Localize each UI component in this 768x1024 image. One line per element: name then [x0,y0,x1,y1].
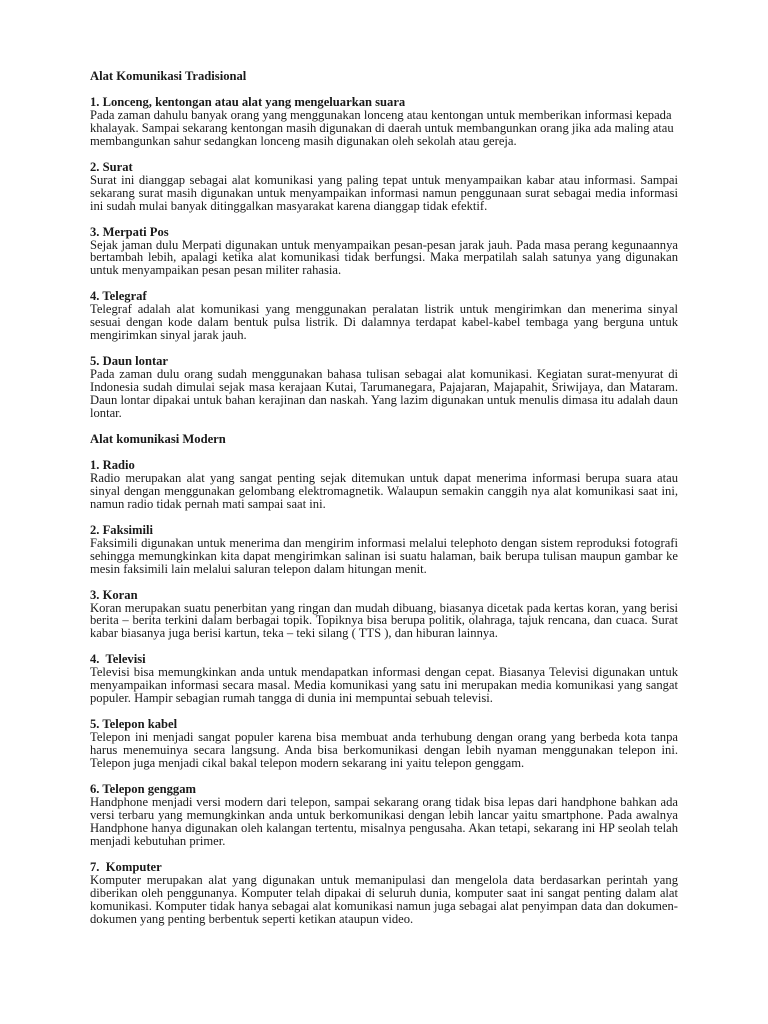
item-body: Radio merupakan alat yang sangat penting sejak ditemukan untuk dapat menerima informasi berupa suara atau sinyal dengan menggunakan gelombang elektromagnetik. Walaupun semakin canggih nya alat komunikasi saat ini, namun radio tidak pernah mati sampai saat ini. [90,470,678,511]
item-heading: 5. Telepon kabel [90,717,178,732]
item-body: Handphone menjadi versi modern dari telepon, sampai sekarang orang tidak bisa lepas dari handphone bahkan ada versi terbaru yang memungkinkan anda untuk berkomunikasi dengan lebih lancar yaitu smartphone. Pada awalnya Handphone hanya digunakan oleh kalangan tertentu, misalnya pengusaha. Akan tetapi, sekarang ini HP seolah telah menjadi kebutuhan primer. [90,794,678,848]
item-daun-lontar [90,355,678,420]
item-lonceng [90,96,678,148]
item-heading: 1. Radio [90,457,135,472]
item-telegraf [90,290,678,342]
item-heading: 6. Telepon genggam [90,781,197,796]
item-body: Komputer merupakan alat yang digunakan untuk memanipulasi dan mengelola data berdasarkan perintah yang diberikan oleh penggunanya. Komputer telah dipakai di seluruh dunia, komputer saat ini sangat penting dalam alat komunikasi. Komputer tidak hanya sebagai alat komunikasi namun juga sebagai alat penyimpan data dan dokumen-dokumen yang penting berbentuk seperti ketikan ataupun video. [90,872,678,926]
item-heading: 3. Koran [90,587,138,602]
item-body: Sejak jaman dulu Merpati digunakan untuk menyampaikan pesan-pesan jarak jauh. Pada masa perang kegunaannya bertambah lebih, apalagi ketika alat komunikasi tidak berfungsi. Maka merpatilah salah satunya yang digunakan untuk menyampaikan pesan pesan militer rahasia. [90,237,678,278]
item-radio [90,459,678,511]
item-surat [90,161,678,213]
item-body: Telepon ini menjadi sangat populer karena bisa membuat anda terhubung dengan orang yang berbeda kota tanpa harus menemuinya secara langsung. Anda bisa berkomunikasi dengan lebih nyaman menggunakan telepon ini. Telepon juga menjadi cikal bakal telepon modern sekarang ini yaitu telepon genggam. [90,730,678,771]
item-body: Televisi bisa memungkinkan anda untuk mendapatkan informasi dengan cepat. Biasanya Televisi digunakan untuk menyampaikan informasi secara masal. Media komunikasi yang satu ini merupakan media komunikasi yang sangat populer. Hampir sebagian rumah tangga di dunia ini mempuntai sebuah televisi. [90,665,678,706]
item-heading: 1. Lonceng, kentongan atau alat yang mengeluarkan suara [90,94,406,109]
item-body: Faksimili digunakan untuk menerima dan mengirim informasi melalui telephoto dengan sistem reproduksi fotografi sehingga memungkinkan kita dapat mengirimkan salinan isi suatu halaman, baik berupa tulisan maupun gambar ke mesin faksimili lain melalui saluran telepon dalam hitungan menit. [90,535,678,576]
item-body: Pada zaman dulu orang sudah menggunakan bahasa tulisan sebagai alat komunikasi. Kegiatan surat-menyurat di Indonesia sudah dimulai sejak masa kerajaan Kutai, Tarumanegara, Pajajaran, Majapahit, Sriwijaya, dan Mataram. Daun lontar dipakai untuk bahan kerajinan dan naskah. Yang lazim digunakan untuk menulis dimasa itu adalah daun lontar. [90,367,678,421]
item-heading: 2. Surat [90,159,133,174]
section-title-modern: Alat komunikasi Modern [90,431,226,446]
item-heading: 7. Komputer [90,859,162,874]
item-heading: 5. Daun lontar [90,354,169,369]
item-body: Pada zaman dahulu banyak orang yang menggunakan lonceng atau kentongan untuk memberikan informasi kepada khalayak. Sampai sekarang kentongan masih digunakan di daerah untuk membangunkan orang jika ada maling atau membangunkan sahur sedangkan lonceng masih digunakan oleh sekolah atau gereja. [90,107,674,148]
item-heading: 4. Televisi [90,652,146,667]
item-heading: 2. Faksimili [90,522,153,537]
item-telepon-genggam [90,783,678,848]
item-komputer [90,861,678,926]
item-koran [90,589,678,641]
item-heading: 3. Merpati Pos [90,224,169,239]
item-body: Telegraf adalah alat komunikasi yang menggunakan peralatan listrik untuk mengirimkan dan menerima sinyal sesuai dengan kode dalam bentuk pulsa listrik. Di dalamnya terdapat kabel-kabel tembaga yang berguna untuk mengirimkan sinyal jarak jauh. [90,302,678,343]
item-telepon-kabel [90,718,678,770]
item-faksimili [90,524,678,576]
item-merpati-pos [90,226,678,278]
section-title-traditional: Alat Komunikasi Tradisional [90,69,247,83]
item-body: Koran merupakan suatu penerbitan yang ringan dan mudah dibuang, biasanya dicetak pada kertas koran, yang berisi berita – berita terkini dalam berbagai topik. Topiknya bisa berupa politik, olahraga, tajuk rencana, dan cuaca. Surat kabar biasanya juga berisi kartun, teka – teki silang ( TTS ), dan hiburan lainnya. [90,600,678,641]
item-body: Surat ini dianggap sebagai alat komunikasi yang paling tepat untuk menyampaikan kabar atau informasi. Sampai sekarang surat masih digunakan untuk menyampaikan informasi namun penggunaan surat sebagai media informasi ini sudah mulai banyak ditinggalkan masyarakat karena dianggap tidak efektif. [90,172,678,213]
item-heading: 4. Telegraf [90,289,147,304]
item-televisi [90,653,678,705]
document-page [90,70,678,939]
